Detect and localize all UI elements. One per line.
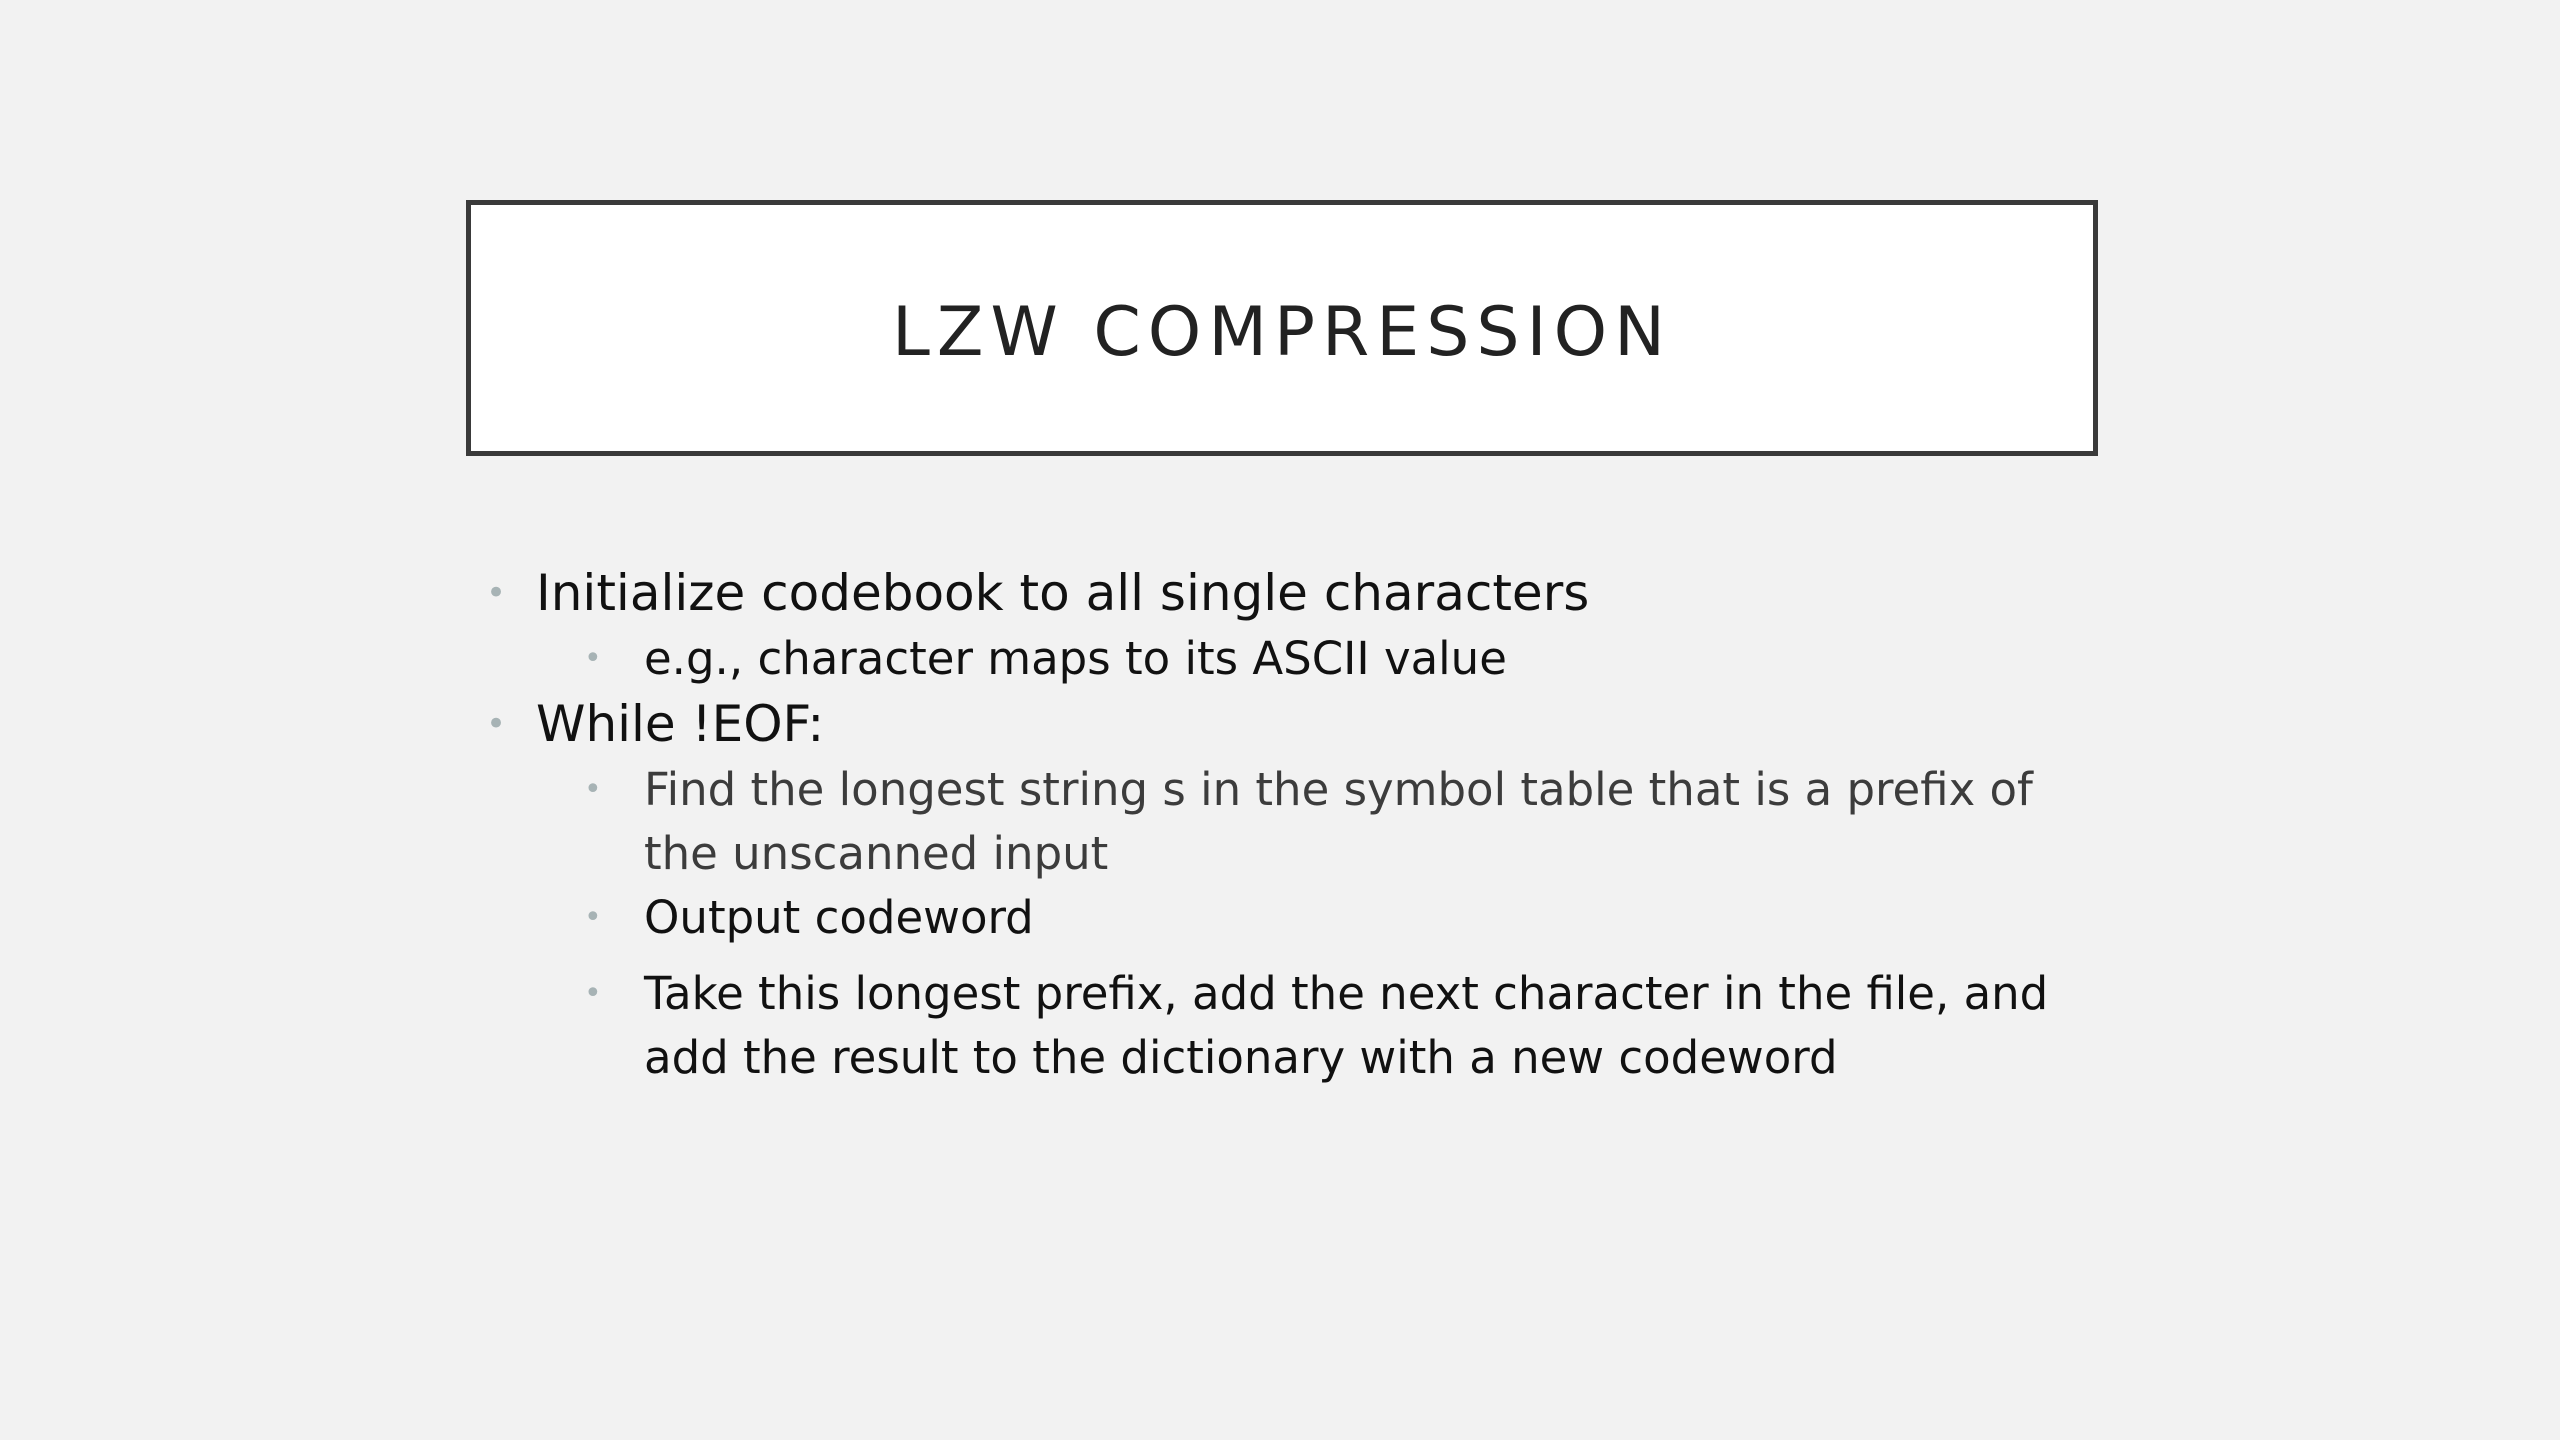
sub-bullet-item-find-longest	[480, 758, 2120, 886]
slide-title: LZW COMPRESSION	[892, 292, 1672, 372]
sub-bullet-text: Take this longest prefix, add the next character in the file, and add the result to the dictionary with a new codeword	[644, 967, 2049, 1084]
bullet-text: While !EOF:	[536, 695, 825, 753]
sub-bullet-text: e.g., character maps to its ASCII value	[644, 632, 1507, 685]
sub-bullet-text: Find the longest string s in the symbol table that is a prefix of the unscanned input	[644, 763, 2033, 880]
bullet-icon: •	[486, 573, 507, 613]
sub-bullet-icon: •	[584, 641, 602, 676]
bullet-list	[480, 560, 2120, 1090]
sub-bullet-item-ascii	[480, 627, 2120, 691]
bullet-item-while-eof	[480, 691, 2120, 757]
sub-bullet-icon: •	[584, 772, 602, 807]
sub-bullet-icon: •	[584, 976, 602, 1011]
sub-bullet-text: Output codeword	[644, 891, 1034, 944]
title-box	[466, 200, 2098, 456]
sub-bullet-item-take-prefix	[480, 962, 2120, 1090]
bullet-item-initialize	[480, 560, 2120, 626]
bullet-text: Initialize codebook to all single characters	[536, 564, 1590, 622]
slide-content	[480, 560, 2120, 1090]
bullet-icon: •	[486, 704, 507, 744]
sub-bullet-item-output-codeword	[480, 886, 2120, 950]
sub-bullet-icon: •	[584, 900, 602, 935]
